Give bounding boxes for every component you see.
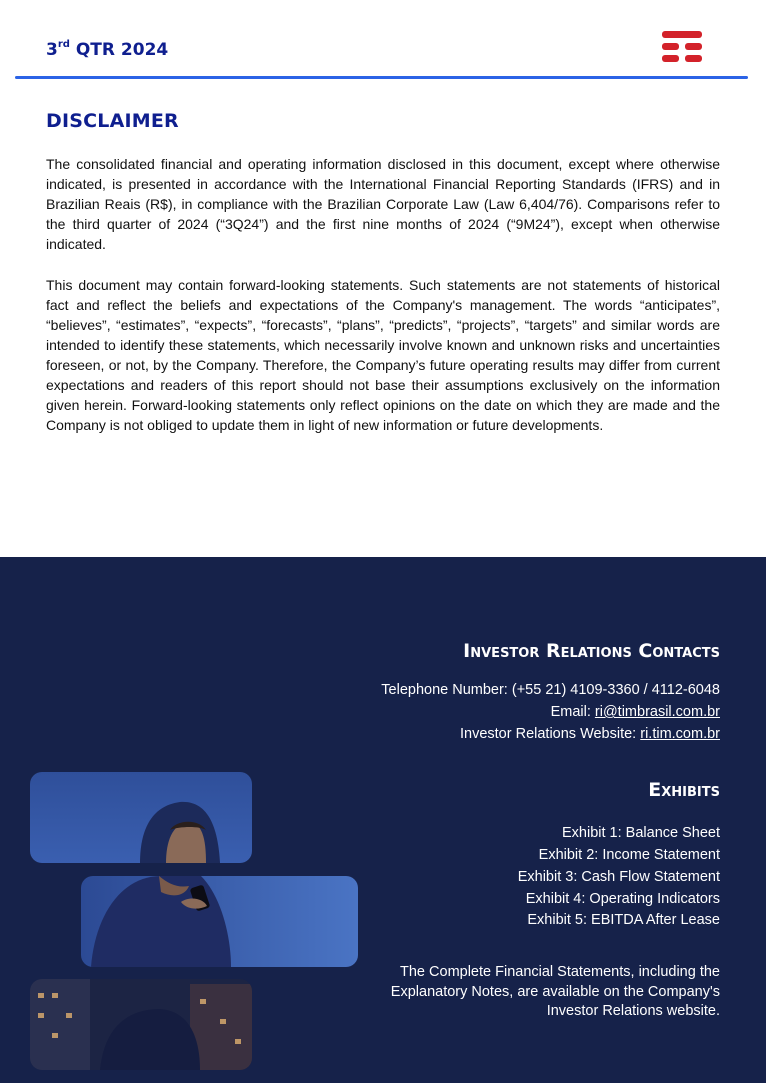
exhibits-title: Exhibits: [648, 779, 720, 801]
telephone-label: Telephone Number:: [381, 682, 512, 698]
hero-photo-bottom: [30, 979, 252, 1070]
disclaimer-title: DISCLAIMER: [46, 110, 179, 132]
exhibit-item: Exhibit 3: Cash Flow Statement: [517, 869, 720, 885]
disclaimer-paragraph-1: The consolidated financial and operating information disclosed in this document, except where otherwise indicated, is presented in accordance with the International Financial Reporting Standards (IFRS) and in Brazilian Reais (R$), in compliance with the Brazilian Corporate Law (Law 6,404/76). Comparisons refer to the third quarter of 2024 (“3Q24”) and the first nine months of 2024 (“9M24”), except when otherwise indicated.: [46, 156, 720, 252]
email-link[interactable]: ri@timbrasil.com.br: [594, 704, 720, 720]
hero-photo-top: [30, 772, 252, 863]
hero-photo-middle: [81, 876, 358, 967]
quarter-ordinal: rd: [57, 39, 70, 51]
page-header: [0, 0, 766, 82]
exhibit-item: Exhibit 5: EBITDA After Lease: [527, 912, 720, 928]
exhibit-item: Exhibit 2: Income Statement: [538, 847, 720, 863]
email-line: [551, 704, 720, 720]
exhibit-item: Exhibit 4: Operating Indicators: [525, 891, 720, 907]
disclaimer-paragraph-2: This document may contain forward-looking statements. Such statements are not statements of historical fact and reflect the beliefs and expectations of the Company's management. The words “anticipates”, “believes”, “estimates”, “expects”, “forecasts”, “plans”, “predicts”, “projects”, “targets” and similar words are intended to identify these statements, which necessarily involve known and unknown risks and uncertainties foreseen, or not, by the Company. Therefore, the Company’s future operating results may differ from current expectations and readers of this report should not base their assumptions exclusively on the information given herein. Forward-looking statements only reflect opinions on the date on which they are made and the Company is not obliged to update them in light of new information or future developments.: [46, 277, 720, 433]
tim-logo-icon: [662, 31, 702, 63]
telephone-value: (+55 21) 4109-3360 / 4112-6048: [511, 682, 720, 698]
website-link[interactable]: ri.tim.com.br: [640, 726, 720, 742]
header-divider: [15, 76, 748, 79]
telephone-line: [381, 682, 720, 698]
exhibit-item: Exhibit 1: Balance Sheet: [562, 825, 720, 841]
website-label: Investor Relations Website:: [459, 726, 641, 742]
contacts-title: Investor Relations Contacts: [463, 640, 720, 662]
quarter-period: QTR 2024: [69, 40, 169, 60]
quarter-label: [46, 40, 168, 60]
email-label: Email:: [550, 704, 595, 720]
website-line: [460, 726, 720, 742]
financial-statements-note: The Complete Financial Statements, including the Explanatory Notes, are available on the Company's Investor Relations website.: [390, 964, 720, 1019]
quarter-number: 3: [46, 40, 58, 60]
